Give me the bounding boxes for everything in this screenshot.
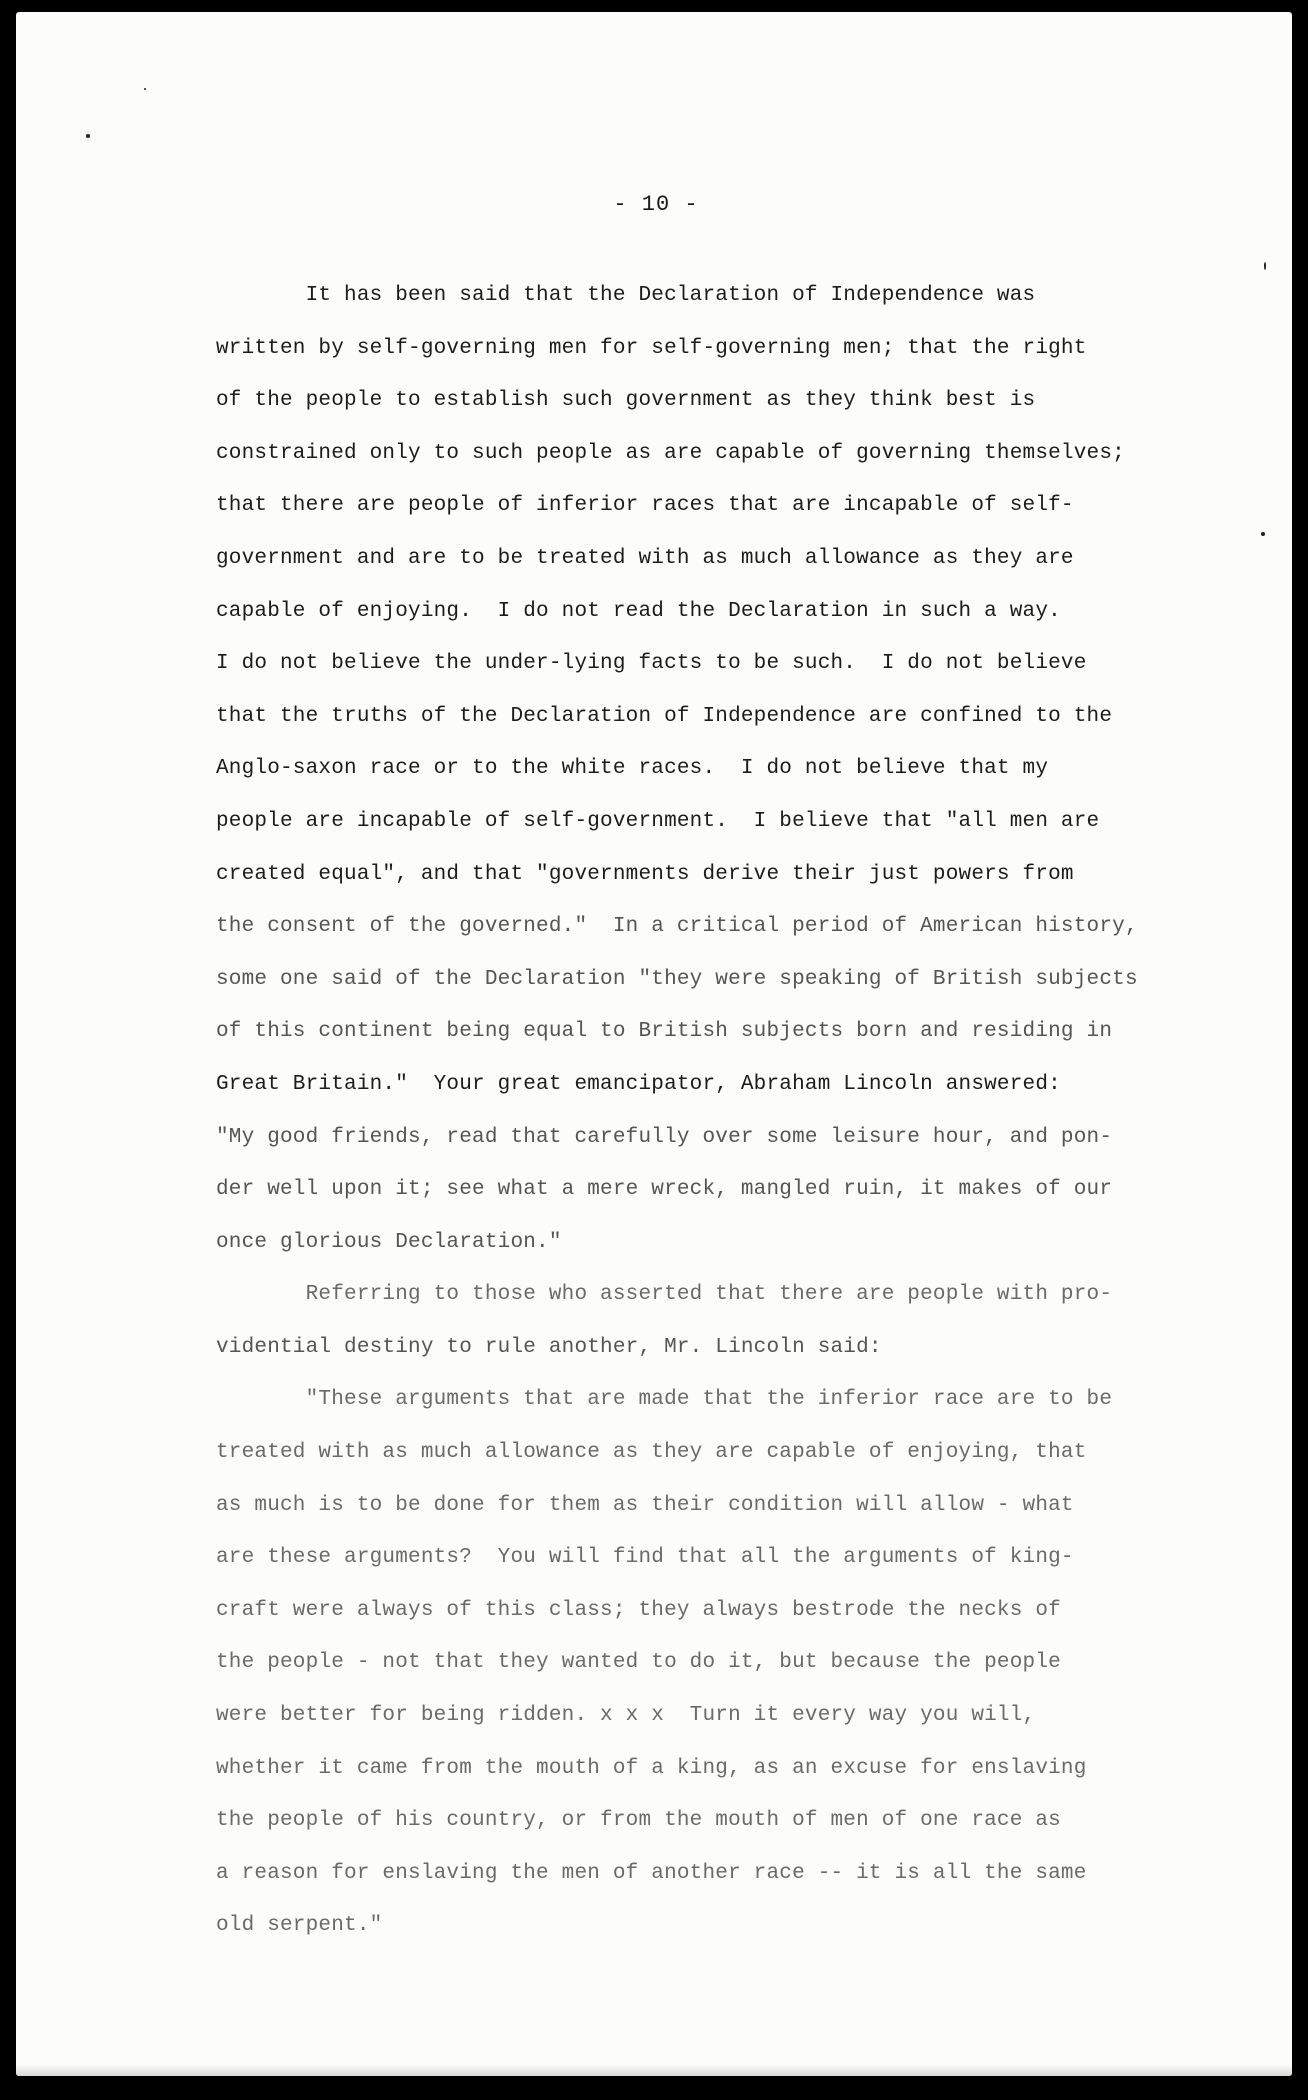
margin-speck	[86, 134, 90, 138]
page-bottom-edge	[16, 2064, 1292, 2076]
document-page	[16, 12, 1292, 2076]
text-line: some one said of the Declaration "they were speaking of British subjects	[216, 967, 1138, 991]
text-line: that the truths of the Declaration of Independence are confined to the	[216, 704, 1113, 728]
text-line: the consent of the governed." In a critical period of American history,	[216, 915, 1138, 939]
text-line: It has been said that the Declaration of Independence was	[216, 284, 1036, 307]
text-line: of the people to establish such government as they think best is	[216, 389, 1036, 413]
text-line: people are incapable of self-government. I believe that "all men are	[216, 809, 1100, 833]
text-line: Great Britain." Your great emancipator, Abraham Lincoln answered:	[216, 1072, 1061, 1096]
body-text	[216, 270, 1176, 1953]
text-line: the people of his country, or from the mouth of men of one race as	[216, 1809, 1061, 1833]
text-line: craft were always of this class; they always bestrode the necks of	[216, 1598, 1061, 1622]
text-line: der well upon it; see what a mere wreck, mangled ruin, it makes of our	[216, 1178, 1113, 1202]
text-line: created equal", and that "governments derive their just powers from	[216, 862, 1074, 886]
text-line: whether it came from the mouth of a king, as an excuse for enslaving	[216, 1756, 1087, 1780]
text-line: old serpent."	[216, 1914, 383, 1938]
text-line: "My good friends, read that carefully over some leisure hour, and pon-	[216, 1125, 1113, 1149]
text-line: once glorious Declaration."	[216, 1230, 562, 1254]
text-line: that there are people of inferior races that are incapable of self-	[216, 494, 1074, 518]
text-line: of this continent being equal to British subjects born and residing in	[216, 1020, 1113, 1044]
text-line: government and are to be treated with as much allowance as they are	[216, 546, 1074, 570]
text-line: capable of enjoying. I do not read the Declaration in such a way.	[216, 599, 1061, 623]
text-line: are these arguments? You will find that all the arguments of king-	[216, 1546, 1074, 1570]
text-line: the people - not that they wanted to do it, but because the people	[216, 1651, 1061, 1675]
margin-speck	[1264, 262, 1266, 270]
text-line: as much is to be done for them as their condition will allow - what	[216, 1493, 1074, 1517]
margin-speck	[1261, 532, 1265, 536]
text-line: constrained only to such people as are capable of governing themselves;	[216, 441, 1125, 465]
page-number: - 10 -	[613, 192, 699, 217]
text-line: Anglo-saxon race or to the white races. I do not believe that my	[216, 757, 1049, 781]
text-line: treated with as much allowance as they are capable of enjoying, that	[216, 1441, 1087, 1465]
margin-speck	[144, 88, 146, 90]
text-line: a reason for enslaving the men of another race -- it is all the same	[216, 1861, 1087, 1885]
text-line: were better for being ridden. x x x Turn it every way you will,	[216, 1704, 1036, 1728]
text-line: I do not believe the under-lying facts to be such. I do not believe	[216, 652, 1087, 676]
text-line: Referring to those who asserted that there are people with pro-	[216, 1283, 1113, 1307]
text-line: vidential destiny to rule another, Mr. Lincoln said:	[216, 1335, 882, 1359]
text-line: written by self-governing men for self-governing men; that the right	[216, 336, 1087, 360]
text-line: "These arguments that are made that the inferior race are to be	[216, 1388, 1113, 1412]
